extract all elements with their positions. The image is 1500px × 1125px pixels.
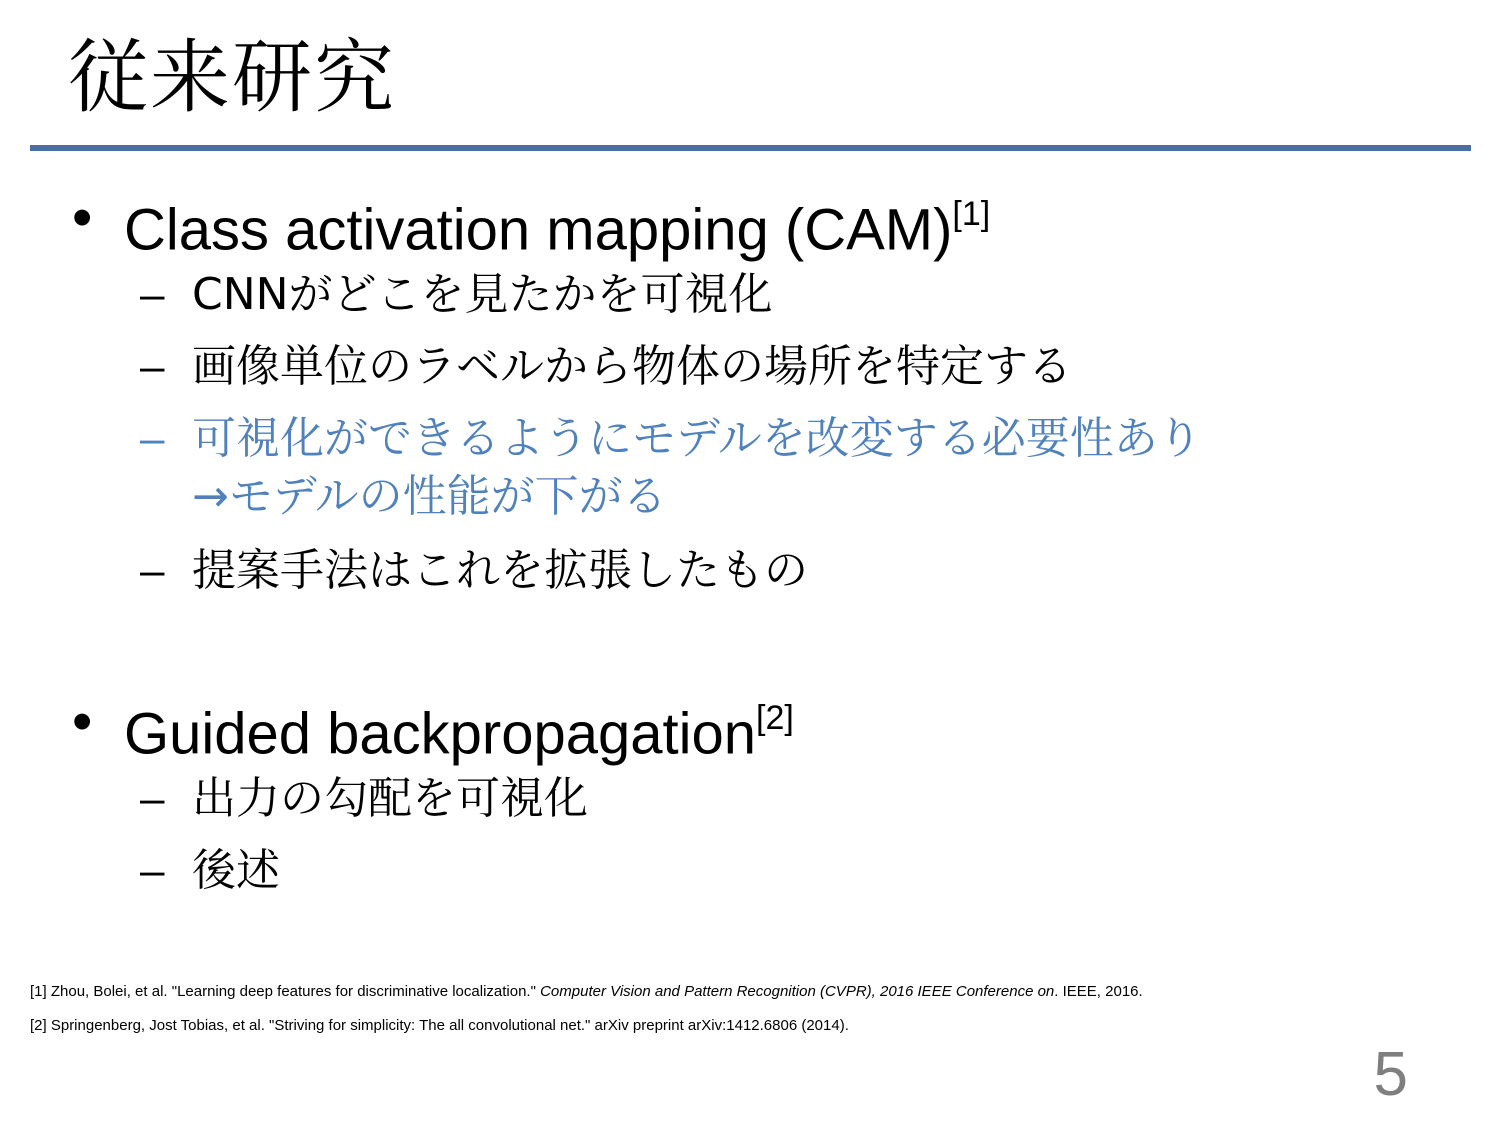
citation-marker: [2] [756,699,794,737]
bullet-text [124,184,990,264]
subitem-text: 画像単位のラベルから物体の場所を特定する [192,341,1072,392]
slide-title: 従来研究 [68,31,396,124]
dash-marker: – [140,270,165,319]
bullet-marker: • [72,689,93,754]
dash-marker: – [140,414,165,463]
reference-1 [30,982,1143,1002]
bullet-label: Class activation mapping (CAM) [124,197,953,263]
dash-marker: – [140,846,165,895]
subitem-text: 後述 [192,845,280,896]
dash-marker: – [140,774,165,823]
reference-2: [2] Springenberg, Jost Tobias, et al. "Striving for simplicity: The all convolutional net." arXiv preprint arXiv:1412.6806 (2014). [30,1017,849,1034]
subitem-text: 可視化ができるようにモデルを改変する必要性あり [192,413,1202,464]
subitem-text: 出力の勾配を可視化 [192,773,588,824]
citation-marker: [1] [952,195,991,233]
title-divider [30,145,1471,151]
subitem-continuation: →モデルの性能が下がる [192,471,667,522]
dash-marker: – [140,546,165,595]
subitem-text: CNNがどこを見たかを可視化 [192,269,773,320]
bullet-label: Guided backpropagation [124,701,757,767]
page-number: 5 [1373,1040,1408,1109]
reference-venue: Computer Vision and Pattern Recognition (CVPR), 2016 IEEE Conference on [540,983,1055,1000]
dash-marker: – [140,342,165,391]
bullet-text [124,688,794,768]
reference-prefix: [1] Zhou, Bolei, et al. "Learning deep features for discriminative localization." [30,983,541,1000]
reference-suffix: . IEEE, 2016. [1054,983,1143,1000]
subitem-text: 提案手法はこれを拡張したもの [192,545,808,596]
bullet-marker: • [72,185,93,250]
